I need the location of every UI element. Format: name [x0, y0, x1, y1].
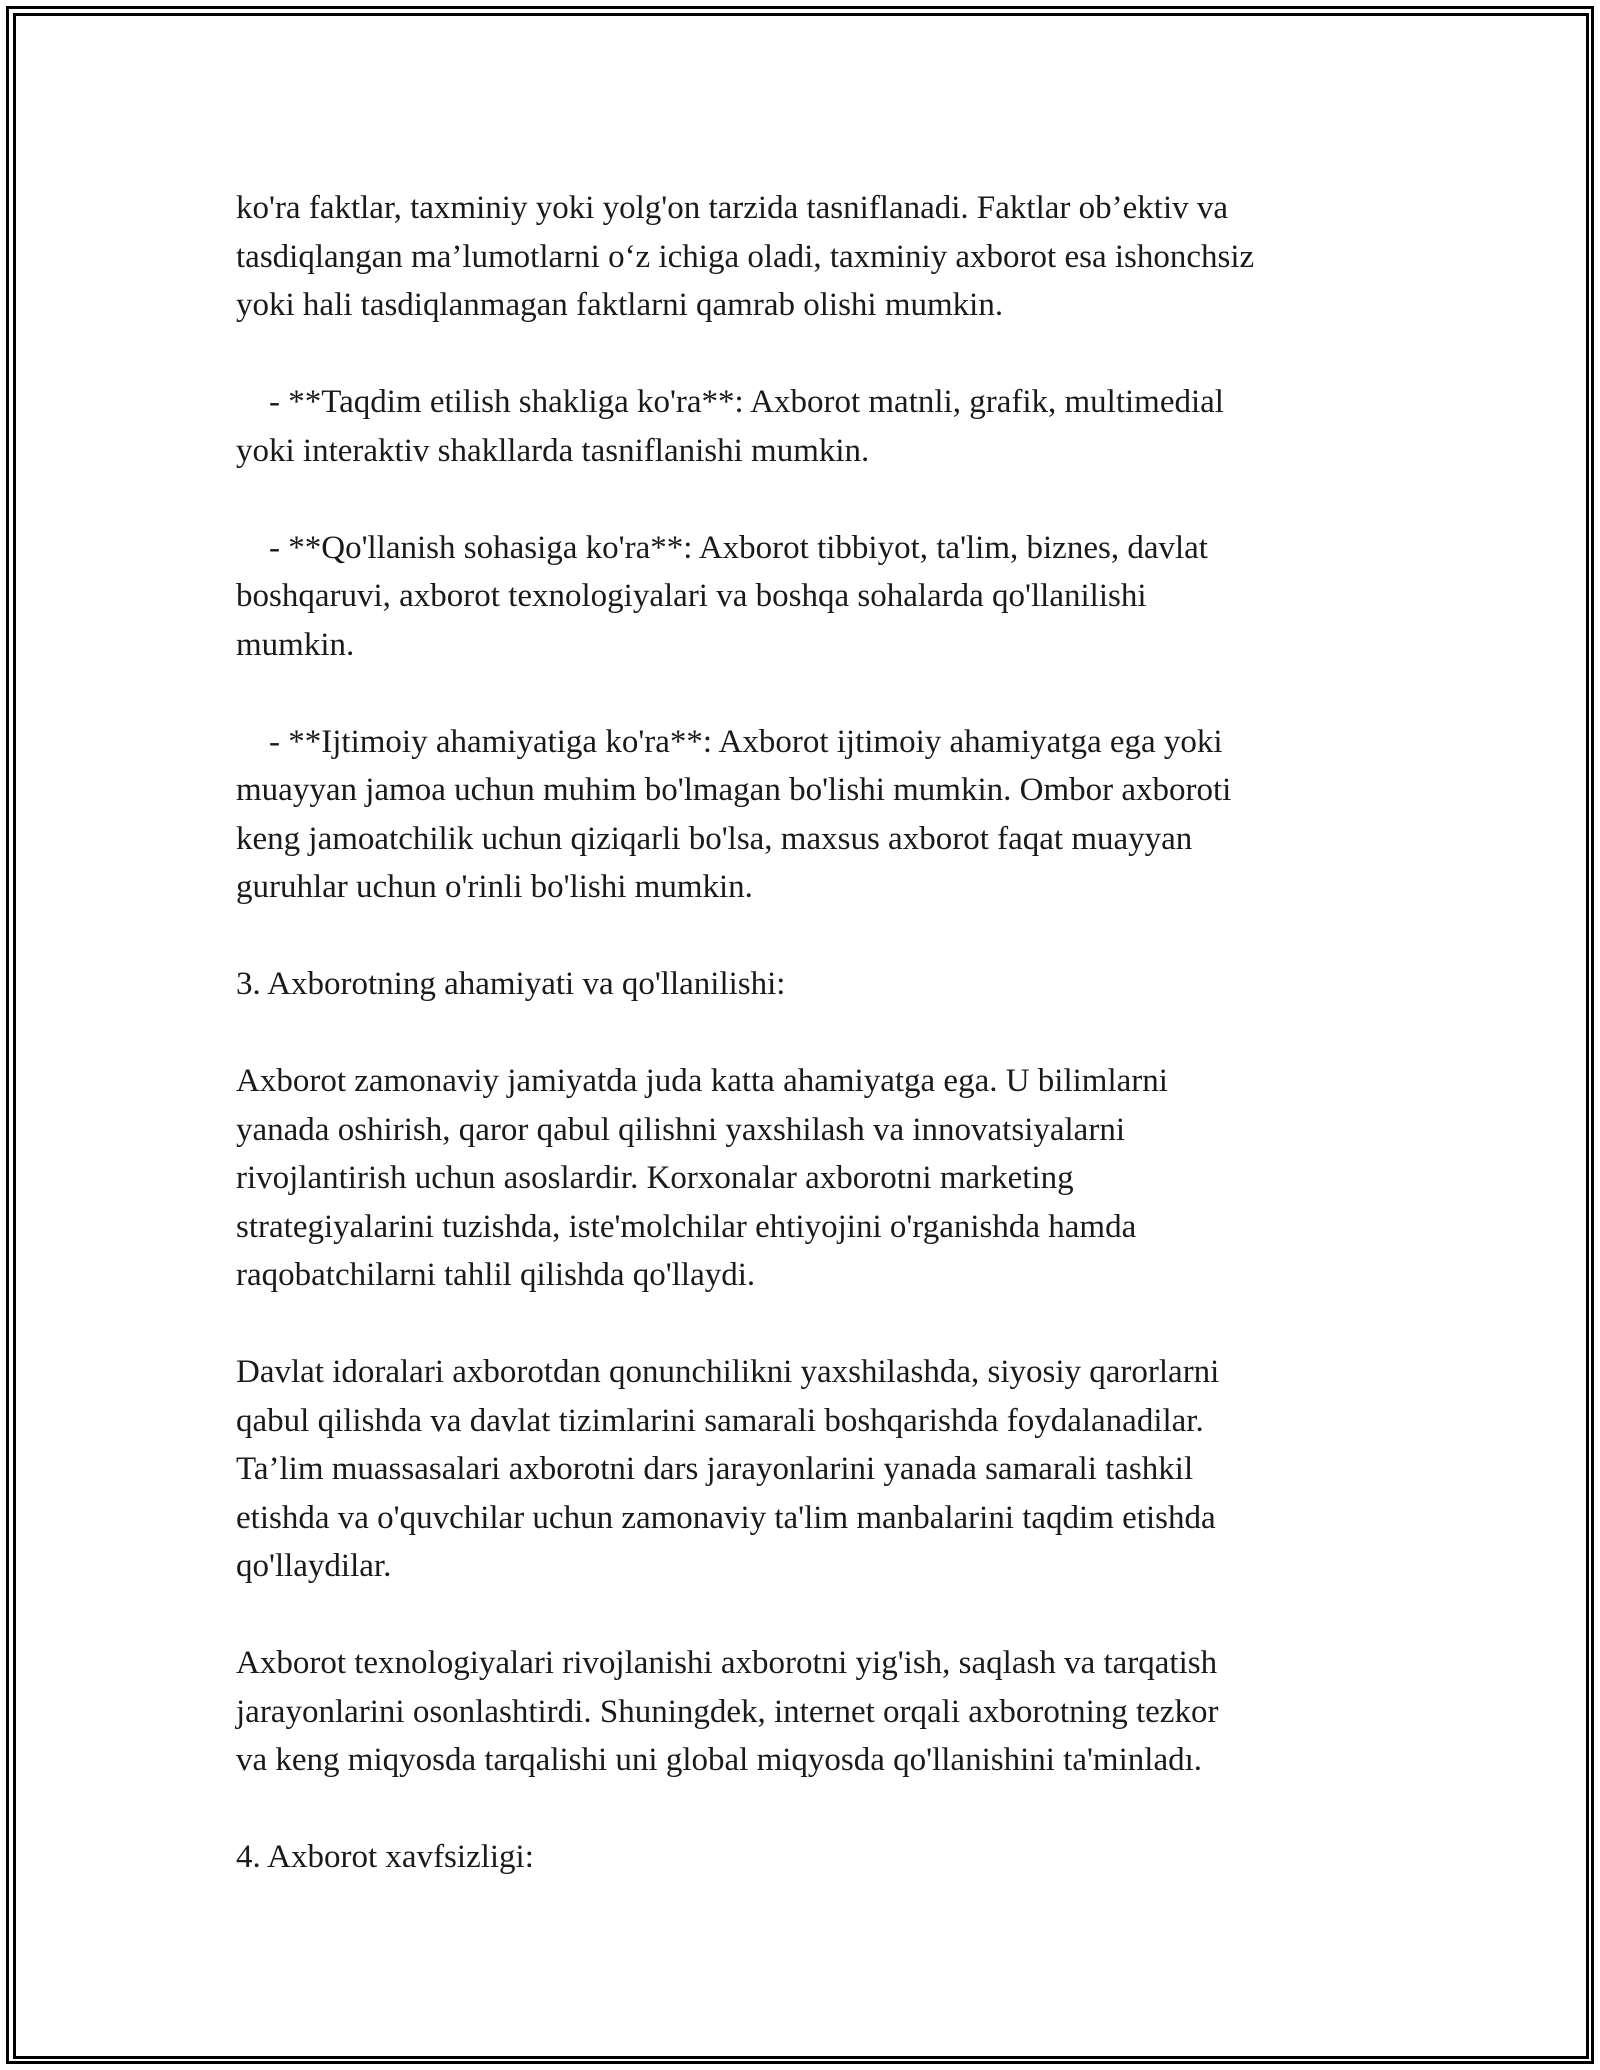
paragraph-application-area: - **Qo'llanish sohasiga ko'ra**: Axborot tibbiyot, ta'lim, biznes, davlat boshqaruvi, axborot texnologiyalari va boshqa sohalarda qo'llanilishi mumkin.	[236, 529, 1208, 663]
section-heading-security: 4. Axborot xavfsizligi:	[236, 1839, 534, 1875]
paragraph-presentation-form: - **Taqdim etilish shakliga ko'ra**: Axborot matnli, grafik, multimedial yoki interaktiv shakllarda tasniflanishi mumkin.	[236, 384, 1224, 469]
section-heading-importance: 3. Axborotning ahamiyati va qo'llanilishi:	[236, 966, 786, 1002]
document-body	[236, 184, 1396, 1882]
paragraph-government-education: Davlat idoralari axborotdan qonunchilikni yaxshilashda, siyosiy qarorlarni qabul qilishda va davlat tizimlarini samarali boshqarishda foydalanadilar. Ta’lim muassasalari axborotni dars jarayonlarini yanada samarali tashkil etishda va o'quvchilar uchun zamonaviy ta'lim manbalarini taqdim etishda qo'llaydilar.	[236, 1354, 1220, 1584]
paragraph-social-significance: - **Ijtimoiy ahamiyatiga ko'ra**: Axborot ijtimoiy ahamiyatga ega yoki muayyan jamoa uchun muhim bo'lmagan bo'lishi mumkin. Ombor axboroti keng jamoatchilik uchun qiziqarli bo'lsa, maxsus axborot faqat muayyan guruhlar uchun o'rinli bo'lishi mumkin.	[236, 723, 1232, 905]
paragraph-facts-classification: ko'ra faktlar, taxminiy yoki yolg'on tarzida tasniflanadi. Faktlar ob’ektiv va tasdiqlangan ma’lumotlarni o‘z ichiga oladi, taxminiy axborot esa ishonchsiz yoki hali tasdiqlanmagan faktlarni qamrab olishi mumkin.	[236, 190, 1255, 323]
paragraph-information-technology: Axborot texnologiyalari rivojlanishi axborotni yig'ish, saqlash va tarqatish jarayonlarini osonlashtirdi. Shuningdek, internet orqali axborotning tezkor va keng miqyosda tarqalishi uni global miqyosda qo'llanishini ta'minladı.	[236, 1645, 1219, 1778]
paragraph-modern-society: Axborot zamonaviy jamiyatda juda katta ahamiyatga ega. U bilimlarni yanada oshirish, qaror qabul qilishni yaxshilash va innovatsiyalarni rivojlantirish uchun asoslardir. Korxonalar axborotni marketing strategiyalarini tuzishda, iste'molchilar ehtiyojini o'rganishda hamda raqobatchilarni tahlil qilishda qo'llaydi.	[236, 1063, 1168, 1293]
